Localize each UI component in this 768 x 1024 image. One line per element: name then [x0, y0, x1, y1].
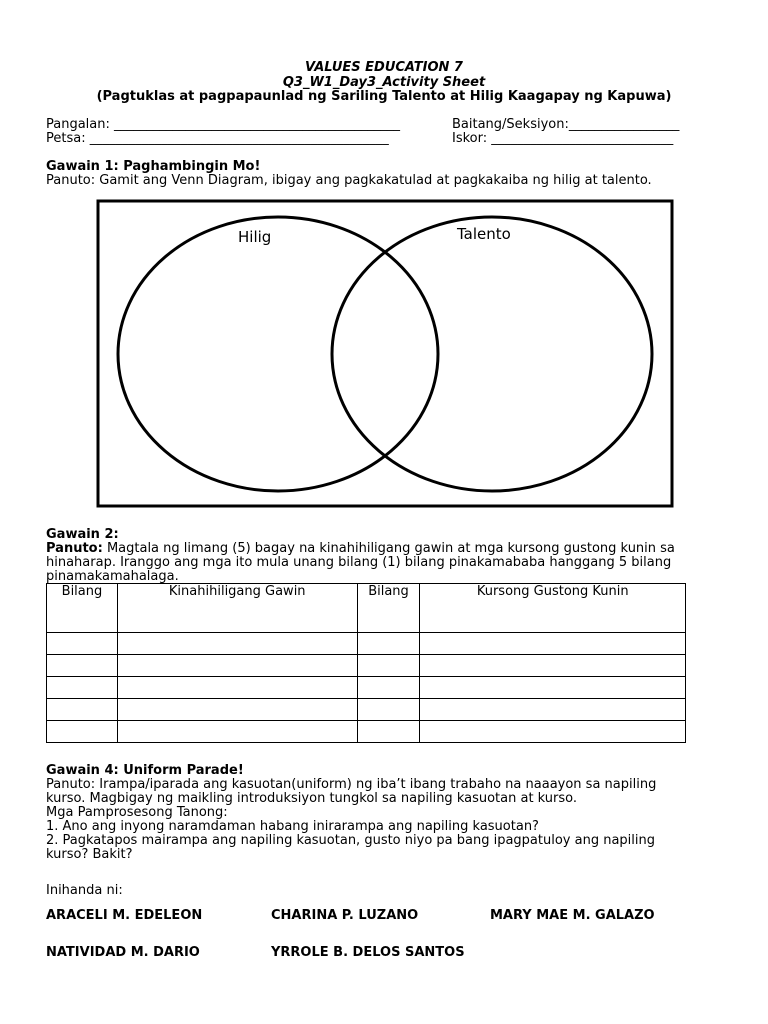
panuto-label: Panuto:: [46, 541, 103, 556]
table-row: [47, 699, 686, 721]
prepared-by-label: Inihanda ni:: [46, 883, 123, 898]
document-title: VALUES EDUCATION 7: [305, 60, 463, 75]
gawain4-line: kurso? Bakit?: [46, 847, 133, 862]
table-cell[interactable]: [420, 721, 686, 743]
petsa-field[interactable]: Petsa: ______________________________________________: [46, 131, 389, 146]
gawain2-instruction-line1: [46, 541, 675, 556]
venn-circle-talento: [332, 217, 652, 491]
author-name: MARY MAE M. GALAZO: [490, 908, 655, 923]
author-name: CHARINA P. LUZANO: [271, 908, 419, 923]
gawain1-heading: Gawain 1: Paghambingin Mo!: [46, 159, 261, 174]
table-cell[interactable]: [357, 633, 420, 655]
gawain2-instruction-line2: hinaharap. Iranggo ang mga ito mula unang bilang (1) bilang pinakamababa hanggang 5 bilang: [46, 555, 672, 570]
table-cell[interactable]: [47, 677, 118, 699]
document-code: Q3_W1_Day3_Activity Sheet: [282, 75, 486, 90]
table-cell[interactable]: [357, 655, 420, 677]
table-cell[interactable]: [117, 655, 357, 677]
venn-circle-hilig: [118, 217, 438, 491]
gawain2-heading: Gawain 2:: [46, 527, 119, 542]
venn-diagram: [96, 199, 676, 509]
gawain4-line: 2. Pagkatapos mairampa ang napiling kasuotan, gusto niyo pa bang ipagpatuloy ang napiling: [46, 833, 655, 848]
table-cell[interactable]: [47, 655, 118, 677]
table-cell[interactable]: [420, 633, 686, 655]
gawain4-line: kurso. Magbigay ng maikling introduksiyon tungkol sa napiling kasuotan at kurso.: [46, 791, 578, 806]
gawain2-instruction-text: Magtala ng limang (5) bagay na kinahihiligang gawin at mga kursong gustong kunin sa: [102, 541, 675, 556]
table-cell[interactable]: [47, 721, 118, 743]
column-header: Bilang: [47, 584, 118, 633]
column-header: Kursong Gustong Kunin: [420, 584, 686, 633]
iskor-field[interactable]: Iskor: ____________________________: [452, 131, 674, 146]
table-cell[interactable]: [47, 633, 118, 655]
table-row: [47, 655, 686, 677]
gawain4-line: Mga Pamprosesong Tanong:: [46, 805, 228, 820]
table-cell[interactable]: [117, 699, 357, 721]
table-cell[interactable]: [357, 677, 420, 699]
table-cell[interactable]: [117, 721, 357, 743]
baitang-field[interactable]: Baitang/Seksiyon:_________________: [452, 117, 680, 132]
table-cell[interactable]: [357, 699, 420, 721]
table-cell[interactable]: [117, 677, 357, 699]
table-cell[interactable]: [357, 721, 420, 743]
table-cell[interactable]: [117, 633, 357, 655]
gawain4-line: 1. Ano ang inyong naramdaman habang inirarampa ang napiling kasuotan?: [46, 819, 539, 834]
author-name: ARACELI M. EDELEON: [46, 908, 203, 923]
gawain4-heading: Gawain 4: Uniform Parade!: [46, 763, 244, 778]
pangalan-field[interactable]: Pangalan: ____________________________________________: [46, 117, 401, 132]
author-name: NATIVIDAD M. DARIO: [46, 945, 200, 960]
gawain2-instruction-line3: pinamakamahalaga.: [46, 569, 179, 584]
table-cell[interactable]: [420, 677, 686, 699]
author-name: YRROLE B. DELOS SANTOS: [271, 945, 465, 960]
venn-label-hilig: Hilig: [238, 228, 272, 246]
table-row: [47, 633, 686, 655]
venn-label-talento: Talento: [457, 225, 511, 243]
table-cell[interactable]: [420, 655, 686, 677]
gawain4-line: Panuto: Irampa/iparada ang kasuotan(uniform) ng iba’t ibang trabaho na naaayon sa napiling: [46, 777, 657, 792]
table-header-row: [47, 584, 686, 633]
column-header: Kinahihiligang Gawin: [117, 584, 357, 633]
document-subtitle: (Pagtuklas at pagpapaunlad ng Sariling Talento at Hilig Kaagapay ng Kapuwa): [96, 89, 672, 104]
column-header: Bilang: [357, 584, 420, 633]
table-cell[interactable]: [47, 699, 118, 721]
table-cell[interactable]: [420, 699, 686, 721]
gawain1-instruction: Panuto: Gamit ang Venn Diagram, ibigay ang pagkakatulad at pagkakaiba ng hilig at talento.: [46, 173, 652, 188]
table-row: [47, 721, 686, 743]
venn-frame: [98, 201, 672, 506]
table-row: [47, 677, 686, 699]
ranking-table: [46, 583, 686, 743]
